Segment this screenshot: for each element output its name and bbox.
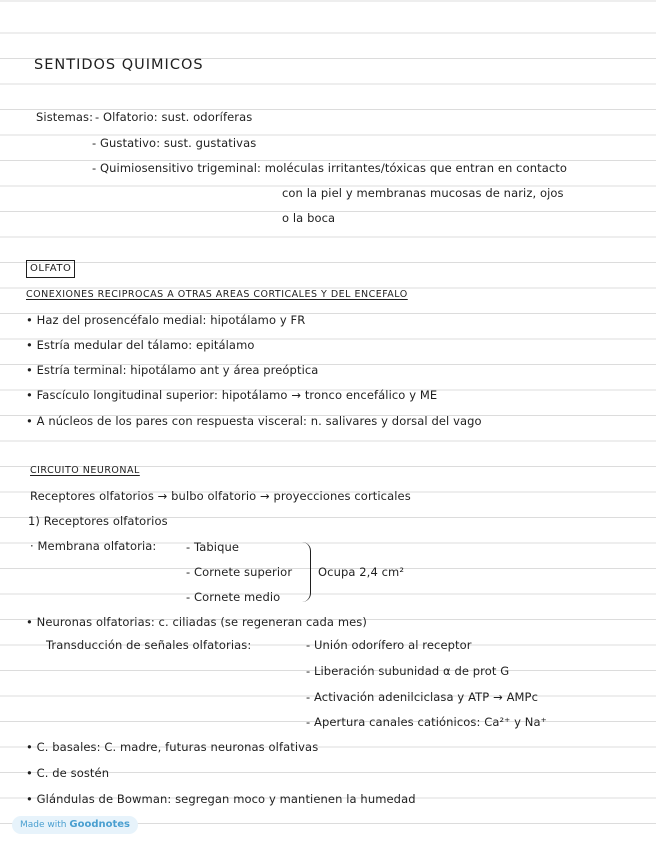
transduccion-item: - Apertura canales catiónicos: Ca²⁺ y Na⁺ — [306, 715, 547, 729]
sistemas-item: - Gustativo: sust. gustativas — [92, 136, 257, 150]
conexion-item: • Estría terminal: hipotálamo ant y área preóptica — [26, 363, 319, 377]
sistemas-label: Sistemas: — [36, 110, 94, 124]
membrana-item: - Cornete medio — [186, 590, 281, 604]
olfato-heading: OLFATO — [26, 260, 75, 278]
conexion-item: • Fascículo longitudinal superior: hipotálamo → tronco encefálico y ME — [26, 388, 438, 402]
transduccion-item: - Unión odorífero al receptor — [306, 638, 472, 652]
membrana-item: - Cornete superior — [186, 565, 293, 579]
conexion-item: • A núcleos de los pares con respuesta visceral: n. salivares y dorsal del vago — [26, 414, 482, 428]
badge-brand: Goodnotes — [69, 819, 130, 830]
conexiones-heading: CONEXIONES RECIPROCAS A OTRAS AREAS CORTICALES Y DEL ENCEFALO — [26, 289, 408, 300]
bowman-item: • Glándulas de Bowman: segregan moco y mantienen la humedad — [26, 792, 416, 806]
receptores-subheading: 1) Receptores olfatorios — [28, 514, 168, 528]
membrana-label: · Membrana olfatoria: — [30, 539, 157, 553]
sosten-item: • C. de sostén — [26, 766, 110, 780]
conexion-item: • Estría medular del tálamo: epitálamo — [26, 338, 255, 352]
sistemas-item-continuation: con la piel y membranas mucosas de nariz, ojos — [282, 186, 564, 200]
ocupa-note: Ocupa 2,4 cm² — [318, 565, 405, 579]
page-title: SENTIDOS QUIMICOS — [34, 57, 204, 73]
brace — [302, 542, 311, 602]
circuito-heading: CIRCUITO NEURONAL — [30, 465, 140, 476]
sistemas-item-continuation: o la boca — [282, 211, 336, 225]
goodnotes-badge[interactable] — [12, 816, 138, 834]
transduccion-label: Transducción de señales olfatorias: — [46, 638, 252, 652]
membrana-item: - Tabique — [186, 540, 240, 554]
sistemas-item: - Olfatorio: sust. odoríferas — [95, 110, 253, 124]
badge-prefix: Made with — [20, 820, 67, 830]
conexion-item: • Haz del prosencéfalo medial: hipotálamo y FR — [26, 313, 306, 327]
circuito-flow: Receptores olfatorios → bulbo olfatorio → proyecciones corticales — [30, 489, 411, 503]
basales-item: • C. basales: C. madre, futuras neuronas olfativas — [26, 740, 319, 754]
neuronas-item: • Neuronas olfatorias: c. ciliadas (se regeneran cada mes) — [26, 615, 367, 629]
sistemas-item: - Quimiosensitivo trigeminal: moléculas irritantes/tóxicas que entran en contacto — [92, 161, 568, 175]
transduccion-item: - Liberación subunidad α de prot G — [306, 664, 510, 678]
transduccion-item: - Activación adenilciclasa y ATP → AMPc — [306, 690, 539, 704]
